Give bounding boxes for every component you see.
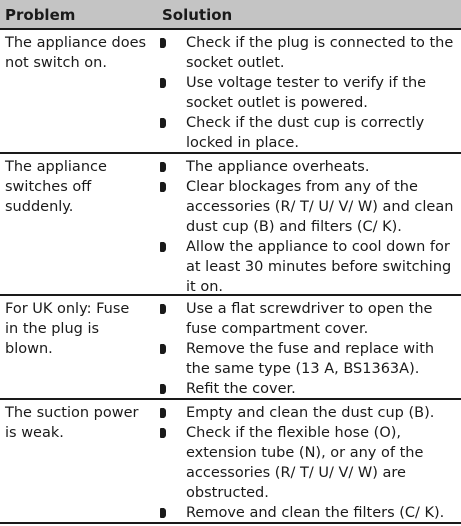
solution-list <box>158 33 458 153</box>
bullet-icon <box>160 428 166 438</box>
table-header <box>0 0 461 30</box>
solution-text: Remove and clean the filters (C/ K). <box>186 505 445 521</box>
problem-cell: The appliance switches off suddenly. <box>5 159 107 215</box>
solution-text: Remove the fuse and replace with the same type (13 A, BS1363A). <box>186 341 435 377</box>
table-row <box>0 296 461 400</box>
bullet-icon <box>160 408 166 418</box>
solution-list <box>158 299 458 399</box>
bullet-icon <box>160 242 166 252</box>
list-item <box>158 423 458 503</box>
problem-cell: The suction power is weak. <box>5 405 139 441</box>
list-item <box>158 157 458 177</box>
header-problem: Problem <box>5 6 76 24</box>
header-solution: Solution <box>162 6 233 24</box>
problem-cell: For UK only: Fuse in the plug is blown. <box>5 301 130 357</box>
list-item <box>158 237 458 297</box>
list-item <box>158 177 458 237</box>
solution-list <box>158 403 458 523</box>
solution-text: Clear blockages from any of the accessories (R/ T/ U/ V/ W) and clean dust cup (B) and filters (C/ K). <box>186 179 454 235</box>
list-item <box>158 403 458 423</box>
problem-cell: The appliance does not switch on. <box>5 35 147 71</box>
solution-text: Refit the cover. <box>186 381 296 397</box>
solution-list <box>158 157 458 297</box>
list-item <box>158 339 458 379</box>
bullet-icon <box>160 344 166 354</box>
solution-text: Use voltage tester to verify if the socket outlet is powered. <box>186 75 427 111</box>
bullet-icon <box>160 182 166 192</box>
list-item <box>158 33 458 73</box>
list-item <box>158 503 458 523</box>
bullet-icon <box>160 162 166 172</box>
list-item <box>158 379 458 399</box>
solution-text: Use a flat screwdriver to open the fuse compartment cover. <box>186 301 433 337</box>
solution-text: The appliance overheats. <box>186 159 370 175</box>
list-item <box>158 73 458 113</box>
table-row <box>0 154 461 296</box>
bullet-icon <box>160 118 166 128</box>
bullet-icon <box>160 38 166 48</box>
solution-text: Check if the plug is connected to the socket outlet. <box>186 35 454 71</box>
bullet-icon <box>160 78 166 88</box>
bullet-icon <box>160 508 166 518</box>
bullet-icon <box>160 384 166 394</box>
list-item <box>158 299 458 339</box>
solution-text: Allow the appliance to cool down for at least 30 minutes before switching it on. <box>186 239 452 295</box>
solution-text: Check if the flexible hose (O), extension tube (N), or any of the accessories (R/ T/ U/ V/ W) are obstructed. <box>186 425 424 501</box>
bullet-icon <box>160 304 166 314</box>
table-row <box>0 30 461 154</box>
solution-text: Empty and clean the dust cup (B). <box>186 405 435 421</box>
list-item <box>158 113 458 153</box>
solution-text: Check if the dust cup is correctly locked in place. <box>186 115 425 151</box>
table-row <box>0 400 461 524</box>
